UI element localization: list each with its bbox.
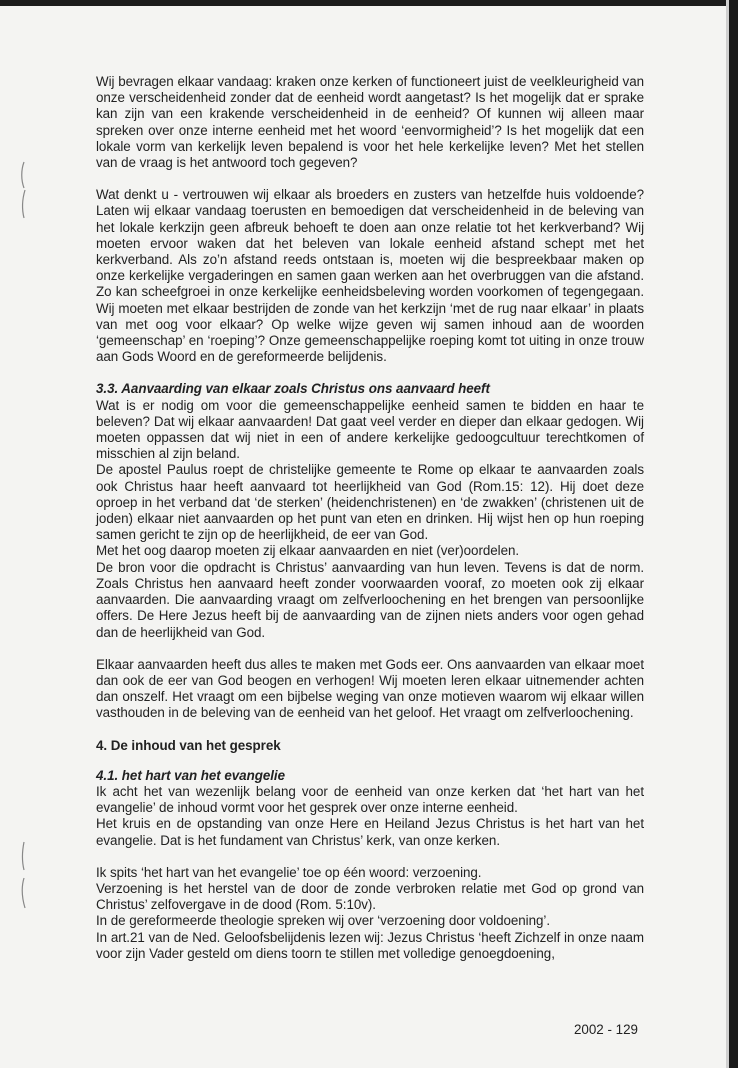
paragraph-eenheid-vraag: Wij bevragen elkaar vandaag: kraken onze kerken of functioneert juist de veelkleurigheid van onze verscheidenheid zonder dat de eenheid wordt aangetast? Is het mogelijk dat er sprake kan zijn van een krakende verscheidenheid in de eenheid? Of kunnen wij alleen maar spreken over onze interne eenheid met het woord ‘eenvormigheid’? Is het mogelijk dat een lokale vorm van kerkelijk leven bepalend is voor het hele kerkelijke leven? Met het stellen van de vraag is het antwoord toch gegeven? bbox=[96, 74, 644, 171]
paragraph-gods-eer: Elkaar aanvaarden heeft dus alles te maken met Gods eer. Ons aanvaarden van elkaar moet dan ook de eer van God beogen en verhogen! Wij moeten leren elkaar uitnemender achten dan onszelf. Het vraagt om een bijbelse weging van onze motieven waarom wij elkaar willen vasthouden in de beleving van de eenheid van het geloof. Het vraagt om zelfverloochening. bbox=[96, 656, 644, 721]
paragraph-verzoening-herstel: Verzoening is het herstel van de door de zonde verbroken relatie met God op grond van Christus’ zelfovergave in de dood (Rom. 5:10v). bbox=[96, 880, 644, 913]
section-heading-4: 4. De inhoud van het gesprek bbox=[96, 737, 281, 753]
section-heading-4-1: 4.1. het hart van het evangelie bbox=[96, 767, 285, 783]
paragraph-kruis: Het kruis en de opstanding van onze Here en Heiland Jezus Christus is het hart van het evangelie. Dat is het fundament van Christus’ kerk, van onze kerken. bbox=[96, 816, 644, 848]
paragraph-voldoening: In de gereformeerde theologie spreken wij over ‘verzoening door voldoening’. bbox=[96, 913, 550, 929]
document-page bbox=[96, 74, 644, 962]
page-number: 2002 - 129 bbox=[573, 1022, 638, 1037]
scan-right-edge bbox=[729, 0, 738, 1068]
paragraph-oordelen: Met het oog daarop moeten zij elkaar aanvaarden en niet (ver)oordelen. bbox=[96, 543, 520, 559]
binder-hole-mark-upper bbox=[20, 160, 28, 220]
paragraph-bron: De bron voor die opdracht is Christus’ aanvaarding van hun leven. Tevens is dat de norm. Zoals Christus hen aanvaard heeft zonder voorwaarden vooraf, zo moeten ook zij elkaar aanvaarden. Die aanvaarding vraagt om zelfverloochening en het brengen van persoonlijke offers. De Here Jezus heeft bij de aanvaarding van de zijnen niets anders voor ogen gehad dan de heerlijkheid van God. bbox=[96, 559, 644, 640]
section-heading-3-3: 3.3. Aanvaarding van elkaar zoals Christus ons aanvaard heeft bbox=[96, 381, 490, 397]
paragraph-paulus: De apostel Paulus roept de christelijke gemeente te Rome op elkaar te aanvaarden zoals ook Christus haar heeft aanvaard tot heerlijkheid van God (Rom.15: 12). Hij doet deze oproep in het verband dat ‘de sterken’ (heidenchristenen) en ‘de zwakken’ (christenen uit de joden) elkaar niet aanvaarden op het punt van eten en drinken. Hij wijst hen op hun roeping samen gericht te zijn op de heerlijkheid, de eer van God. bbox=[96, 462, 644, 543]
paragraph-art21: In art.21 van de Ned. Geloofsbelijdenis lezen wij: Jezus Christus ‘heeft Zichzelf in onze naam voor zijn Vader gesteld om diens toorn te stillen met volledige genoegdoening, bbox=[96, 929, 644, 961]
paragraph-verzoening-woord: Ik spits ‘het hart van het evangelie’ toe op één woord: verzoening. bbox=[96, 864, 482, 880]
paragraph-aanvaarden: Wat is er nodig om voor die gemeenschappelijke eenheid samen te bidden en haar te beleven? Dat wij elkaar aanvaarden! Dat gaat veel verder en dieper dan elkaar gedogen. Wij moeten oppassen dat wij niet in een of andere kerkelijke gedoogcultuur terechtkomen of misschien al zijn beland. bbox=[96, 397, 644, 462]
paragraph-vertrouwen: Wat denkt u - vertrouwen wij elkaar als broeders en zusters van hetzelfde huis voldoende? Laten wij elkaar vandaag toerusten en bemoedigen dat verscheidenheid in de beleving van het lokale kerkzijn geen afbreuk behoeft te doen aan onze relatie tot het kerkverband? Wij moeten ervoor waken dat het beleven van lokale eenheid afstand schept met het kerkverband. Als zo’n afstand reeds ontstaan is, moeten wij die bespreekbaar maken op onze kerkelijke vergaderingen en samen gaan werken aan het overbruggen van die afstand. Zo kan scheefgroei in onze kerkelijke eenheidsbeleving worden voorkomen of tegengegaan. Wij moeten met elkaar bestrijden de zonde van het kerkzijn ‘met de rug naar elkaar’ in plaats van met oog voor elkaar? Op welke wijze geven wij samen inhoud aan de woorden ‘gemeenschap’ en ‘roeping’? Onze gemeenschappelijke roeping komt tot uiting in onze trouw aan Gods Woord en de gereformeerde belijdenis. bbox=[96, 187, 644, 365]
paragraph-hart-evangelie: Ik acht het van wezenlijk belang voor de eenheid van onze kerken dat ‘het hart van het evangelie’ de inhoud vormt voor het gesprek over onze interne eenheid. bbox=[96, 783, 644, 816]
scan-top-edge bbox=[0, 0, 738, 6]
binder-hole-mark-lower bbox=[20, 840, 28, 910]
